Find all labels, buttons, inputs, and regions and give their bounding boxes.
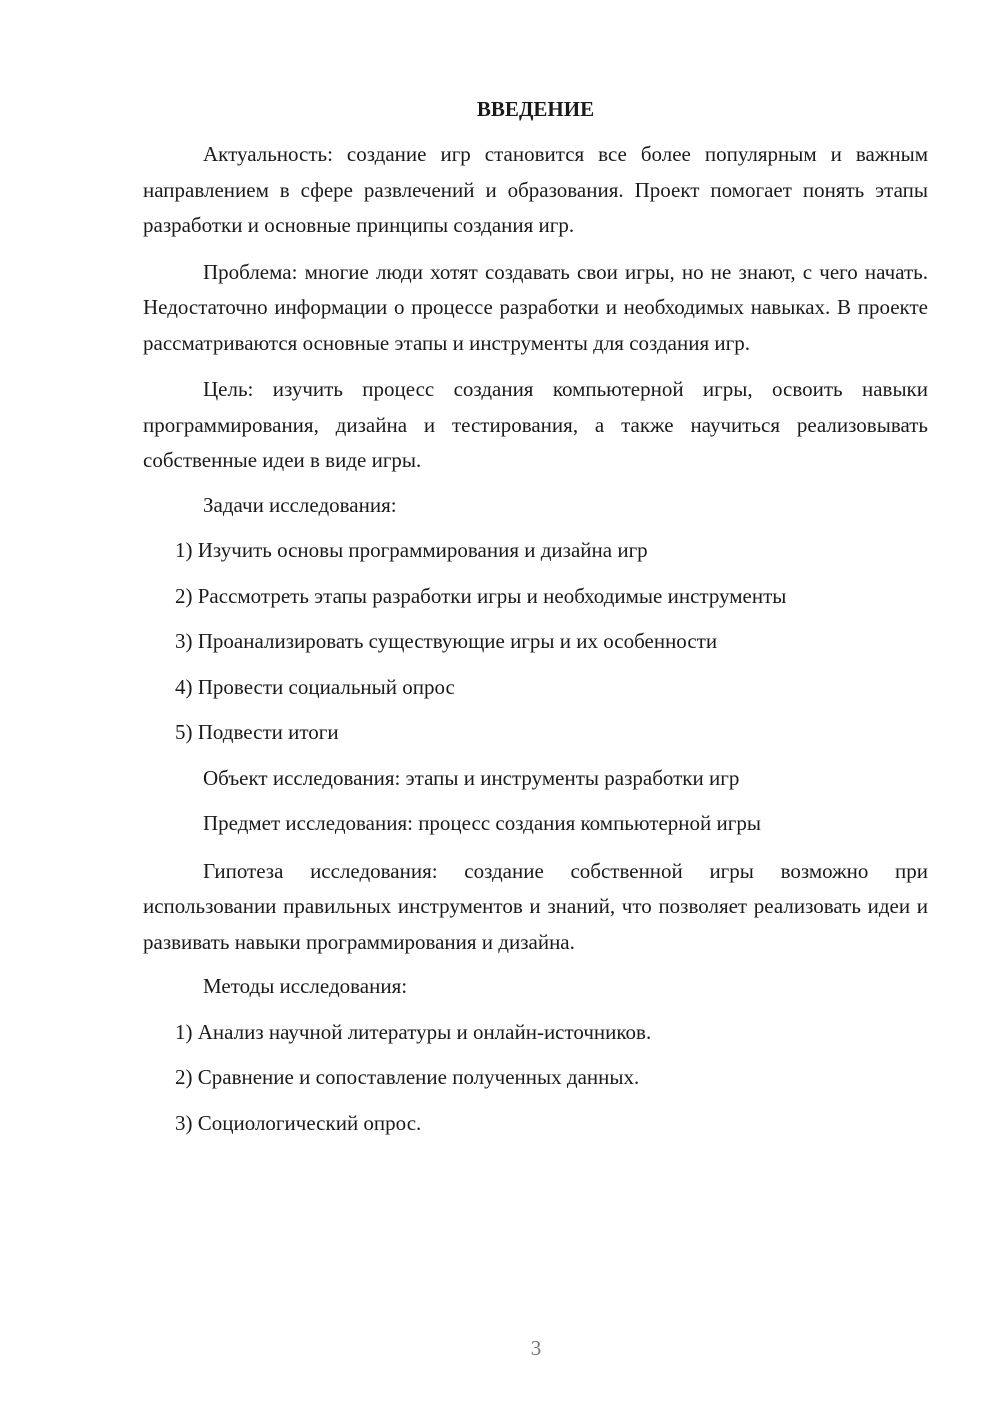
method-item-3: 3) Социологический опрос. [175, 1110, 422, 1135]
methods-heading: Методы исследования: [203, 974, 408, 998]
task-item-5: 5) Подвести итоги [175, 720, 339, 744]
task-item-1: 1) Изучить основы программирования и дизайна игр [175, 538, 648, 562]
research-subject: Предмет исследования: процесс создания компьютерной игры [203, 811, 761, 835]
research-object: Объект исследования: этапы и инструменты разработки игр [203, 765, 740, 790]
task-item-4: 4) Провести социальный опрос [175, 674, 455, 699]
task-item-2: 2) Рассмотреть этапы разработки игры и необходимые инструменты [175, 583, 787, 608]
paragraph-relevance: Актуальность: создание игр становится все более популярным и важным направлением в сфере развлечений и образования. Проект помогает понять этапы разработки и основные принципы создания игр. [143, 142, 928, 237]
section-title: ВВЕДЕНИЕ [476, 97, 595, 121]
task-item-3: 3) Проанализировать существующие игры и их особенности [175, 629, 718, 653]
page-number: 3 [530, 1336, 542, 1360]
method-item-2: 2) Сравнение и сопоставление полученных данных. [175, 1065, 640, 1089]
document-page [143, 94, 928, 1153]
method-item-1: 1) Анализ научной литературы и онлайн-источников. [175, 1019, 652, 1044]
paragraph-hypothesis: Гипотеза исследования: создание собственной игры возможно при использовании правильных инструментов и знаний, что позволяет реализовать идеи и развивать навыки программирования и дизайна. [143, 858, 928, 954]
paragraph-problem: Проблема: многие люди хотят создавать свои игры, но не знают, с чего начать. Недостаточно информации о процессе разработки и необходимых навыках. В проекте рассматриваются основные этапы и инструменты для создания игр. [143, 259, 928, 355]
paragraph-goal: Цель: изучить процесс создания компьютерной игры, освоить навыки программирования, дизайна и тестирования, а также научиться реализовывать собственные идеи в виде игры. [143, 377, 928, 472]
tasks-heading: Задачи исследования: [203, 492, 397, 517]
